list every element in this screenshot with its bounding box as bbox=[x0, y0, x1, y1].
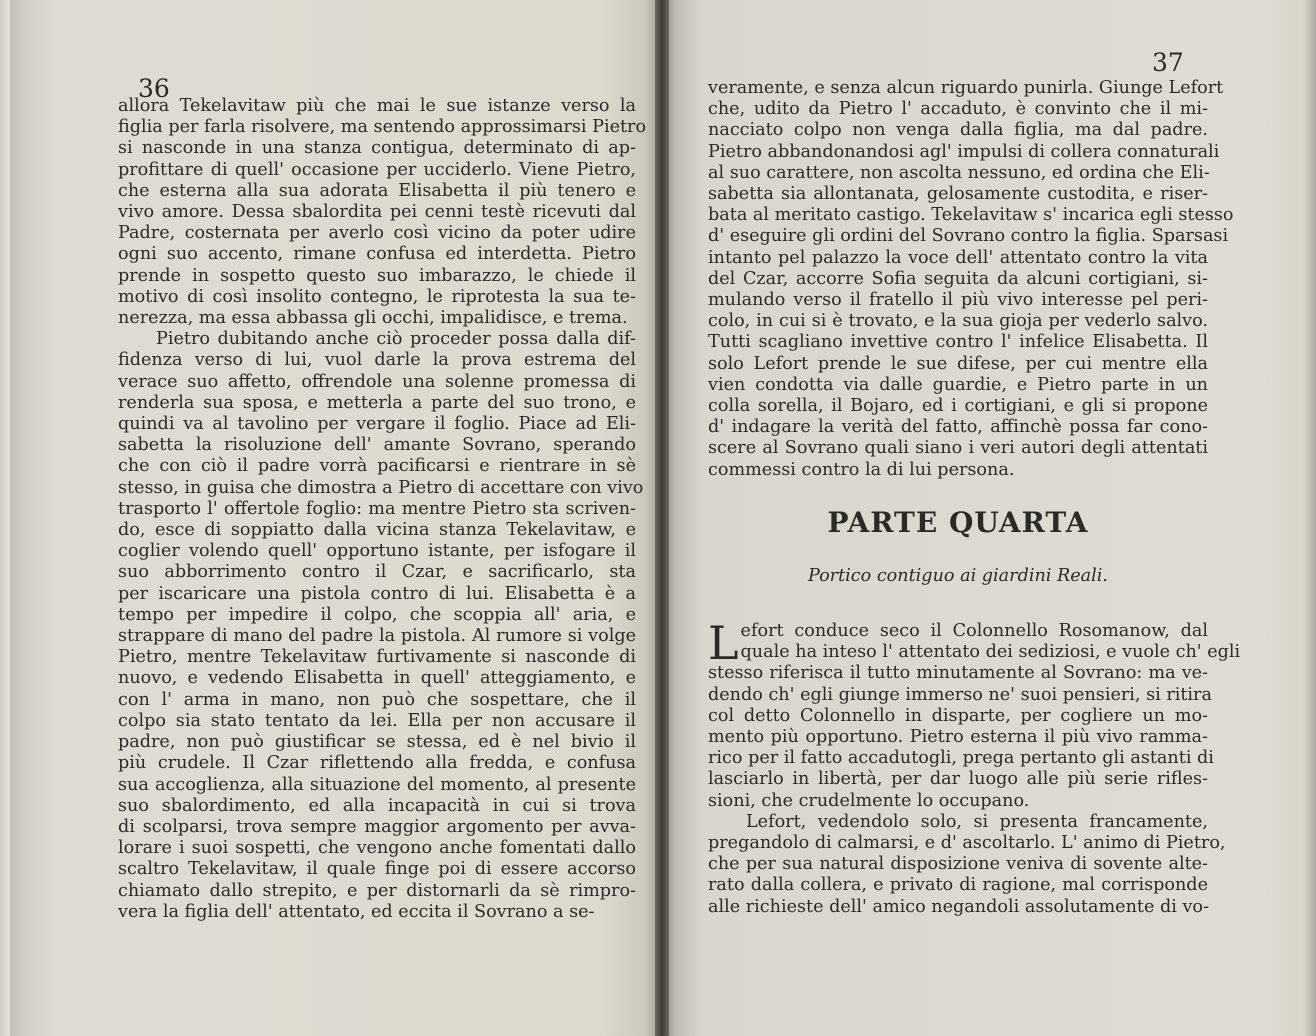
text-line: coglier volendo quell' opportuno istante, per isfogare il bbox=[118, 541, 636, 562]
text-line: nuovo, e vedendo Elisabetta in quell' atteggiamento, e bbox=[118, 668, 636, 689]
page-number-right: 37 bbox=[1152, 48, 1184, 77]
text-line: intanto pel palazzo la voce dell' attentato contro la vita bbox=[708, 247, 1208, 268]
text-line: ogni suo accento, rimane confusa ed interdetta. Pietro bbox=[118, 244, 636, 265]
drop-cap: L bbox=[708, 616, 739, 670]
text-line: più crudele. Il Czar riflettendo alla fredda, e confusa bbox=[118, 753, 636, 774]
left-page-text bbox=[118, 96, 647, 923]
text-line: suo abborrimento contro il Czar, e sacrificarlo, sta bbox=[118, 562, 636, 583]
text-line: del Czar, accorre Sofia seguita da alcuni cortigiani, si- bbox=[708, 268, 1208, 289]
right-page-text-top bbox=[708, 78, 1234, 481]
text-line: vivo amore. Dessa sbalordita pei cenni testè ricevuti dal bbox=[118, 202, 636, 223]
text-line: tempo per impedire il colpo, che scoppia all' aria, e bbox=[118, 604, 636, 625]
text-line: per iscaricare una pistola contro di lui. Elisabetta è a bbox=[118, 583, 636, 604]
text-line: scaltro Tekelavitaw, il quale finge poi di essere accorso bbox=[118, 859, 636, 880]
text-line: nacciato colpo non venga dalla figlia, ma dal padre. bbox=[708, 120, 1208, 141]
text-line: che, udito da Pietro l' accaduto, è convinto che il mi- bbox=[708, 99, 1208, 120]
text-line: sabetta la risoluzione dell' amante Sovrano, sperando bbox=[118, 435, 636, 456]
text-line: suo sbalordimento, ed alla incapacità in cui si trova bbox=[118, 795, 636, 816]
text-line: d' eseguire gli ordini del Sovrano contro la figlia. Sparsasi bbox=[708, 226, 1229, 247]
text-line: trasporto l' offertole foglio: ma mentre Pietro sta scriven- bbox=[118, 498, 636, 519]
text-line: renderla sua sposa, e metterla a parte del suo trono, e bbox=[118, 392, 636, 413]
text-line: Pietro dubitando anche ciò proceder possa dalla dif- bbox=[156, 329, 636, 350]
text-line: al suo carattere, non ascolta nessuno, ed ordina che Eli- bbox=[708, 162, 1210, 183]
text-line: Pietro, mentre Tekelavitaw furtivamente si nasconde di bbox=[118, 647, 636, 668]
text-line: mento più opportuno. Pietro esterna il più vivo ramma- bbox=[708, 727, 1208, 748]
text-line: vien condotta via dalle guardie, e Pietro parte in un bbox=[708, 374, 1208, 395]
text-line: rato dalla collera, e privato di ragione, mal corrisponde bbox=[708, 875, 1208, 896]
text-line: sabetta sia allontanata, gelosamente custodita, e riser- bbox=[708, 184, 1208, 205]
book-gutter bbox=[655, 0, 669, 1036]
text-line: commessi contro la di lui persona. bbox=[708, 459, 1015, 480]
text-line: col detto Colonnello in disparte, per cogliere un mo- bbox=[708, 705, 1208, 726]
text-line: Lefort, vedendolo solo, si presenta francamente, bbox=[746, 811, 1208, 832]
text-line: di scolparsi, trova sempre maggior argomento per avva- bbox=[118, 816, 636, 837]
right-page bbox=[664, 0, 1316, 1036]
text-line: che per sua natural disposizione veniva di sovente alte- bbox=[708, 854, 1208, 875]
text-line: strappare di mano del padre la pistola. Al rumore si volge bbox=[118, 626, 636, 647]
page-edge bbox=[0, 0, 10, 1036]
text-line: lasciarlo in libertà, per dar luogo alle più serie rifles- bbox=[708, 769, 1208, 790]
text-line: bata al meritato castigo. Tekelavitaw s' incarica egli stesso bbox=[708, 205, 1234, 226]
text-line: padre, non può giustificar se stessa, ed è nel bivio il bbox=[118, 732, 636, 753]
text-line: mulando verso il fratello il più vivo interesse pel peri- bbox=[708, 290, 1208, 311]
text-line: sioni, che crudelmente lo occupano. bbox=[708, 790, 1030, 811]
text-line: colo, in cui si è trovato, e la sua gioja per vederlo salvo. bbox=[708, 311, 1208, 332]
text-line: con l' arma in mano, non può che sospettare, che il bbox=[118, 689, 636, 710]
text-line: dendo ch' egli giunge immerso ne' suoi pensieri, si ritira bbox=[708, 684, 1212, 705]
section-heading: PARTE QUARTA bbox=[827, 506, 1089, 539]
text-line: si nasconde in una stanza contigua, determinato di ap- bbox=[118, 138, 636, 159]
text-line: solo Lefort prende le sue difese, per cui mentre ella bbox=[708, 353, 1208, 374]
page-number-left: 36 bbox=[138, 74, 170, 103]
text-line: Padre, costernata per averlo così vicino da poter udire bbox=[118, 223, 636, 244]
text-line: pregandolo di calmarsi, e d' ascoltarlo. L' animo di Pietro, bbox=[708, 833, 1226, 854]
text-line: nerezza, ma essa abbassa gli occhi, impalidisce, e trema. bbox=[118, 308, 628, 329]
text-line: alle richieste dell' amico negandoli assolutamente di vo- bbox=[708, 896, 1209, 917]
right-page-paragraphs bbox=[708, 616, 1241, 918]
text-line: quale ha inteso l' attentato dei sediziosi, e vuole ch' egli bbox=[740, 642, 1241, 663]
text-line: efort conduce seco il Colonnello Rosomanow, dal bbox=[740, 621, 1208, 641]
text-line: veramente, e senza alcun riguardo punirla. Giunge Lefort bbox=[708, 78, 1224, 98]
text-line: colpo sia stato tentato da lei. Ella per non accusare il bbox=[118, 710, 636, 731]
text-line: quindi va al tavolino per vergare il foglio. Piace ad Eli- bbox=[118, 414, 636, 435]
text-line: che con ciò il padre vorrà pacificarsi e rientrare in sè bbox=[118, 456, 636, 477]
text-line: vera la figlia dell' attentato, ed eccita il Sovrano a se- bbox=[118, 901, 595, 922]
text-line: do, esce di soppiatto dalla vicina stanza Tekelavitaw, e bbox=[118, 520, 636, 541]
text-line: verace suo affetto, offrendole una solenne promessa di bbox=[118, 371, 636, 392]
text-line: prende in sospetto questo suo imbarazzo, le chiede il bbox=[118, 265, 636, 286]
text-line: rico per il fatto accadutogli, prega pertanto gli astanti di bbox=[708, 748, 1214, 769]
text-line: d' indagare la verità del fatto, affinchè possa far cono- bbox=[708, 417, 1208, 438]
text-line: sua accoglienza, alla situazione del momento, al presente bbox=[118, 774, 636, 795]
scene-subheading: Portico contiguo ai giardini Reali. bbox=[807, 566, 1109, 586]
text-line: chiamato dallo strepito, e per distornarli da sè rimpro- bbox=[118, 880, 636, 901]
text-line: stesso, in guisa che dimostra a Pietro di accettare con vivo bbox=[118, 477, 644, 498]
text-line: allora Tekelavitaw più che mai le sue istanze verso la bbox=[118, 96, 636, 116]
right-page-text-bottom bbox=[708, 616, 1241, 918]
text-line: lorare i suoi sospetti, che vengono anche fomentati dallo bbox=[118, 838, 636, 859]
text-line: fidenza verso di lui, vuol darle la prova estrema del bbox=[118, 350, 636, 371]
text-line: figlia per farla risolvere, ma sentendo approssimarsi Pietro bbox=[118, 117, 647, 138]
text-line: scere al Sovrano quali siano i veri autori degli attentati bbox=[708, 438, 1208, 459]
text-line: colla sorella, il Bojaro, ed i cortigiani, e gli si propone bbox=[708, 396, 1208, 417]
text-line: profittare di quell' occasione per ucciderlo. Viene Pietro, bbox=[118, 159, 636, 180]
text-line: Tutti scagliano invettive contro l' infelice Elisabetta. Il bbox=[708, 332, 1208, 353]
text-line: che esterna alla sua adorata Elisabetta il più tenero e bbox=[118, 180, 636, 201]
text-line: motivo di così insolito contegno, le riprotesta la sua te- bbox=[118, 286, 636, 307]
text-line: Pietro abbandonandosi agl' impulsi di collera connaturali bbox=[708, 141, 1220, 162]
text-line: stesso riferisca il tutto minutamente al Sovrano: ma ve- bbox=[708, 663, 1208, 684]
